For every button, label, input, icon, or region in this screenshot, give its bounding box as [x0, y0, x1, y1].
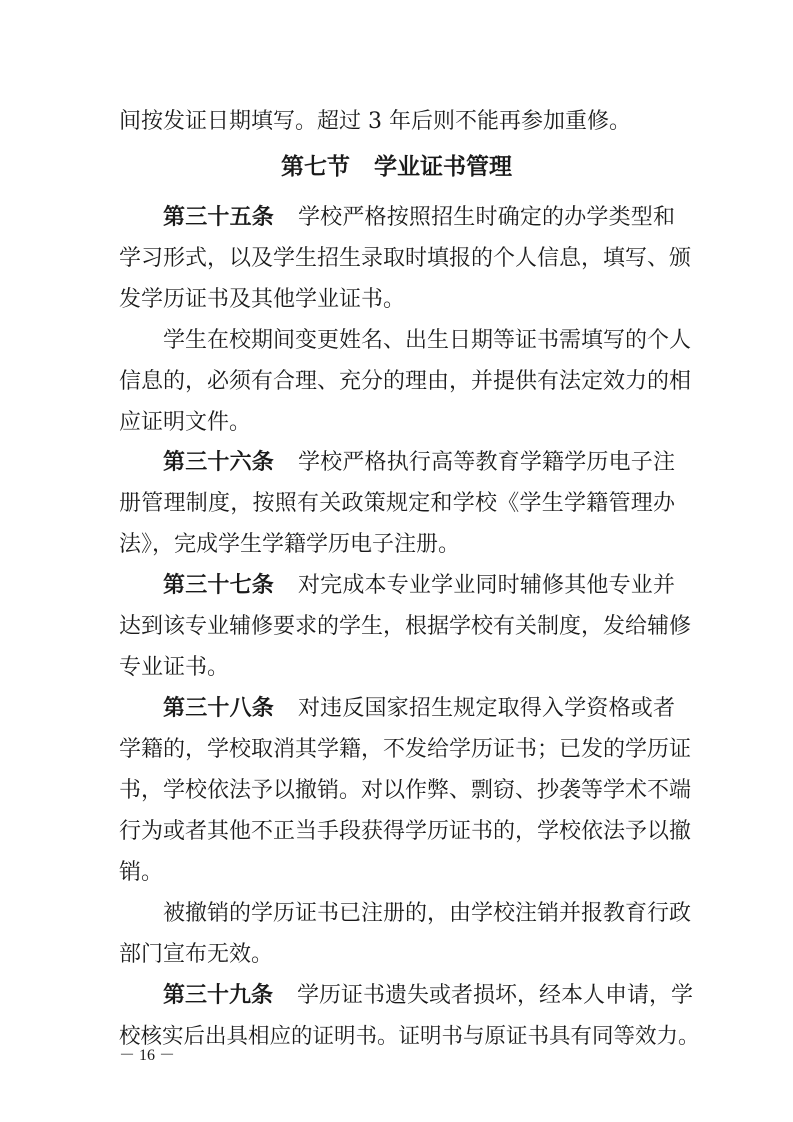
paragraph-line-2: 信息的，必须有合理、充分的理由，并提供有法定效力的相: [119, 369, 692, 394]
article-38-line-3: 书，学校依法予以撤销。对以作弊、剽窃、抄袭等学术不端: [119, 778, 692, 803]
carry-over-line: 间按发证日期填写。超过 3 年后则不能再参加重修。: [119, 109, 631, 134]
article-label: 第三十八条: [163, 696, 274, 721]
article-text: 对违反国家招生规定取得入学资格或者: [297, 696, 675, 721]
article-39-line-1: [163, 981, 694, 1011]
article-37-line-3: 专业证书。: [119, 655, 230, 680]
article-38-line-4: 行为或者其他不正当手段获得学历证书的，学校依法予以撤: [119, 819, 692, 844]
article-label: 第三十六条: [163, 450, 274, 475]
article-text: 对完成本专业学业同时辅修其他专业并: [297, 573, 675, 598]
article-37-line-1: [163, 571, 675, 601]
paragraph-line-1: 学生在校期间变更姓名、出生日期等证书需填写的个人: [163, 328, 692, 353]
article-38-line-5: 销。: [119, 860, 164, 885]
article-36-line-2: 册管理制度，按照有关政策规定和学校《学生学籍管理办: [119, 491, 675, 516]
article-35-line-2: 学习形式，以及学生招生录取时填报的个人信息，填写、颁: [119, 246, 692, 271]
section-name: 学业证书管理: [374, 154, 512, 180]
article-36-line-1: [163, 448, 675, 478]
article-37-line-2: 达到该专业辅修要求的学生，根据学校有关制度，发给辅修: [119, 614, 692, 639]
article-39-line-2: 校核实后出具相应的证明书。证明书与原证书具有同等效力。: [119, 1024, 700, 1049]
article-text: 学校严格执行高等教育学籍学历电子注: [297, 450, 675, 475]
article-35-line-1: [163, 203, 675, 233]
article-38-line-1: [163, 694, 675, 724]
article-label: 第三十七条: [163, 573, 274, 598]
section-heading: [0, 152, 793, 182]
article-text: 学校严格按照招生时确定的办学类型和: [297, 205, 675, 230]
revocation-line-1: 被撤销的学历证书已注册的，由学校注销并报教育行政: [163, 901, 692, 926]
article-35-line-3: 发学历证书及其他学业证书。: [119, 287, 406, 312]
article-38-line-2: 学籍的，学校取消其学籍，不发给学历证书；已发的学历证: [119, 737, 692, 762]
page-number: － 16 －: [119, 1047, 176, 1064]
article-label: 第三十九条: [163, 983, 274, 1008]
revocation-line-2: 部门宣布无效。: [119, 942, 274, 967]
article-label: 第三十五条: [163, 205, 274, 230]
section-number: 第七节: [281, 154, 350, 180]
article-text: 学历证书遗失或者损坏，经本人申请，学: [297, 983, 694, 1008]
article-36-line-3: 法》，完成学生学籍学历电子注册。: [119, 532, 461, 557]
paragraph-line-3: 应证明文件。: [119, 410, 252, 435]
